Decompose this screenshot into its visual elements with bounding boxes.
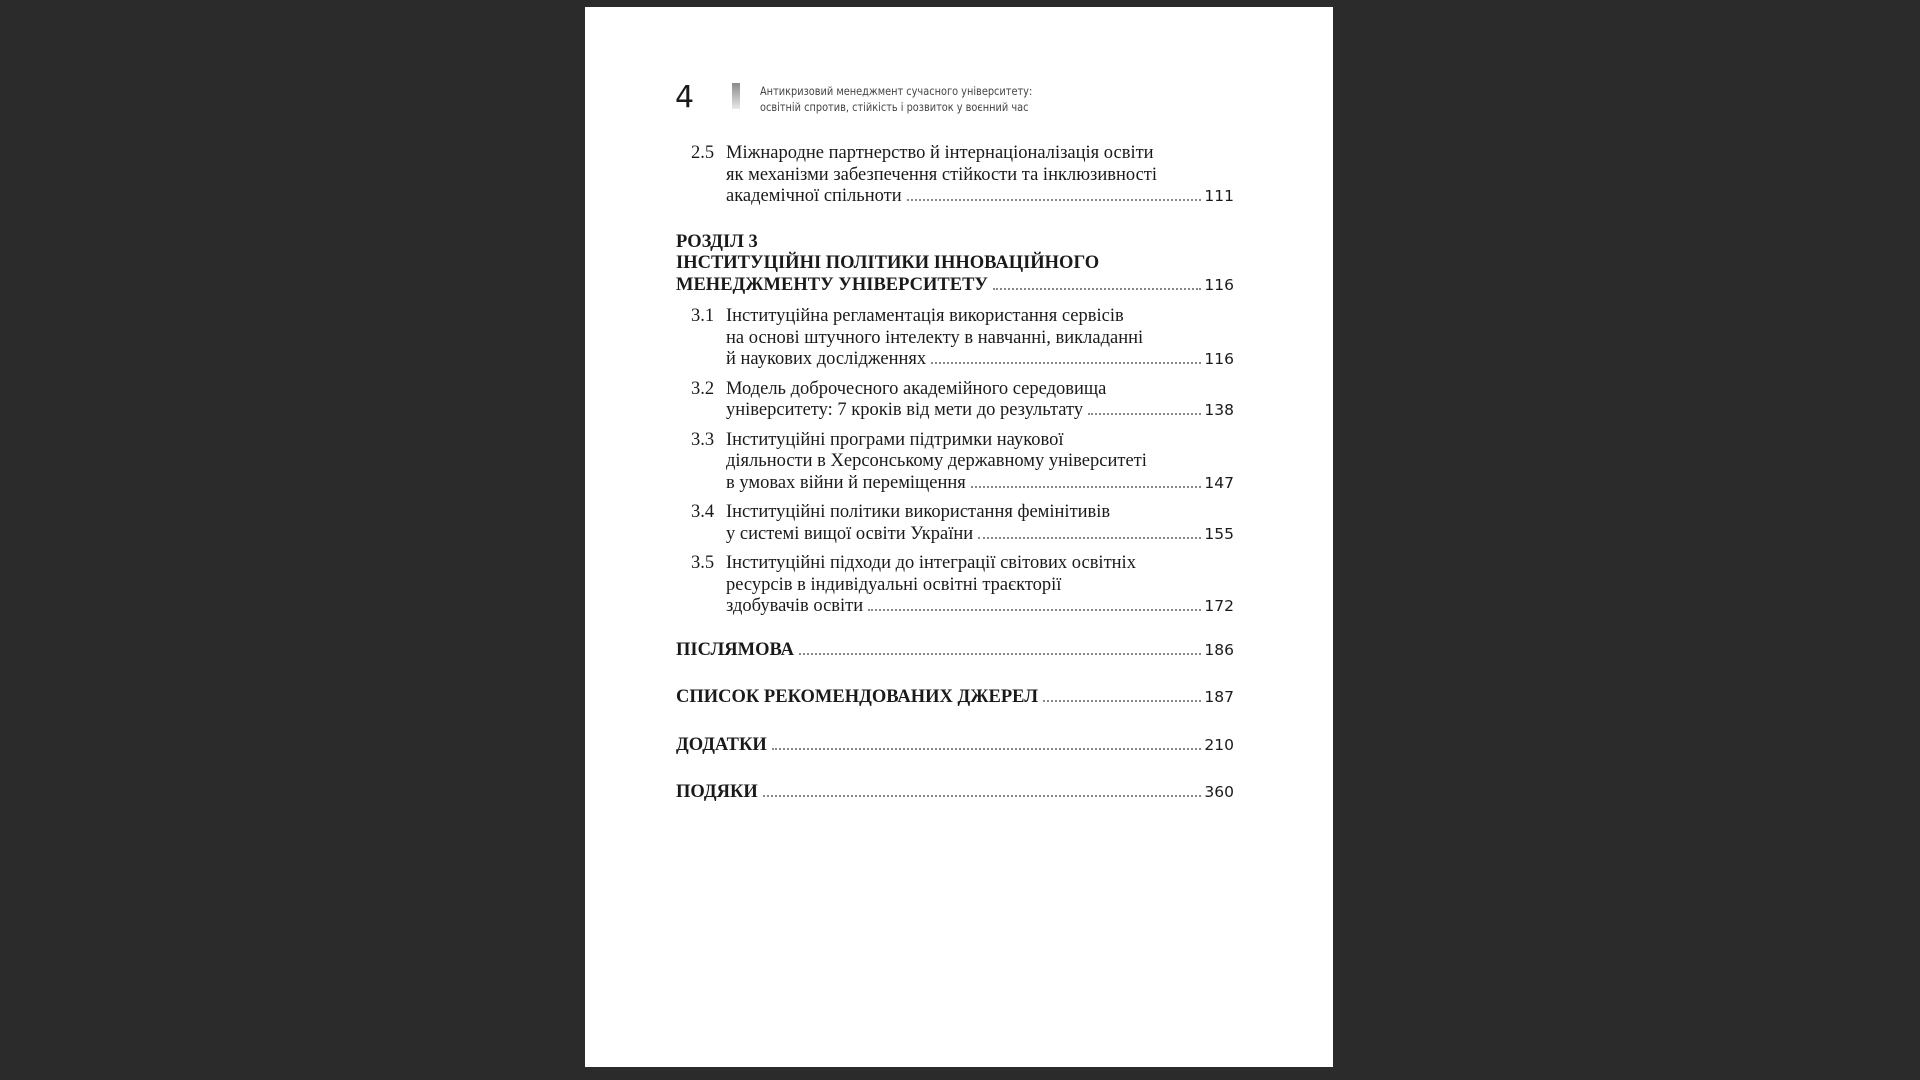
toc-entry-3-2[interactable]	[676, 379, 1234, 422]
dot-leader	[763, 794, 1202, 797]
section-title-line: ІНСТИТУЦІЙНІ ПОЛІТИКИ ІННОВАЦІЙНОГО	[676, 253, 1100, 273]
toc-entry-line: академічної спільноти	[726, 186, 902, 206]
toc-entry-line: університету: 7 кроків від мети до результату	[726, 400, 1084, 420]
dot-leader	[907, 198, 1202, 201]
toc-page-number: 172	[1204, 597, 1234, 615]
section-title-line: МЕНЕДЖМЕНТУ УНІВЕРСИТЕТУ	[676, 274, 988, 295]
toc-entry-number: 3.3	[691, 429, 715, 450]
toc-entry-line: діяльности в Херсонському державному університеті	[726, 451, 1147, 471]
toc-page-number: 111	[1204, 187, 1234, 205]
toc-page-number: 138	[1204, 401, 1234, 419]
toc-recommended-sources[interactable]	[676, 687, 1234, 709]
dot-leader	[868, 608, 1201, 611]
toc-entry-number: 3.2	[691, 378, 715, 399]
dot-leader	[772, 747, 1202, 750]
toc-entry-3-1[interactable]	[676, 306, 1234, 371]
toc-entry-line: у системі вищої освіти України	[726, 523, 974, 544]
toc-afterword[interactable]	[676, 640, 1234, 662]
dot-leader	[799, 652, 1201, 655]
toc-acknowledgements[interactable]	[676, 782, 1234, 804]
toc-entry-line: ресурсів в індивідуальні освітні траєкторії	[726, 574, 1062, 595]
page-header	[675, 79, 1275, 119]
toc-entry-2-5[interactable]	[676, 143, 1234, 208]
toc-page-number: 147	[1204, 473, 1234, 492]
toc-entry-number: 2.5	[691, 143, 715, 163]
toc-page-number: 116	[1204, 350, 1234, 368]
header-decorative-bar	[732, 83, 740, 109]
toc-page-number: 210	[1204, 735, 1234, 754]
toc-entry-line: Інституційні підходи до інтеграції світових освітніх	[726, 553, 1136, 573]
toc-standalone-label: СПИСОК РЕКОМЕНДОВАНИХ ДЖЕРЕЛ	[676, 687, 1039, 707]
toc-entry-3-4[interactable]	[676, 502, 1234, 545]
toc-page-number: 186	[1204, 640, 1234, 659]
running-title-line-1: Антикризовий менеджмент сучасного університету:	[760, 84, 1033, 98]
toc-appendices[interactable]	[676, 735, 1234, 757]
toc-page-number: 360	[1204, 783, 1234, 801]
toc-page-number: 155	[1204, 524, 1234, 543]
toc-entry-line: здобувачів освіти	[726, 596, 864, 616]
toc-entry-number: 3.1	[691, 306, 715, 326]
toc-entry-line: як механізми забезпечення стійкости та інклюзивності	[726, 164, 1158, 185]
toc-page-number: 187	[1204, 688, 1234, 706]
table-of-contents	[676, 143, 1234, 804]
toc-entry-line: Інституційна регламентація використання сервісів	[726, 306, 1124, 326]
dot-leader	[1088, 412, 1201, 415]
toc-entry-line: на основі штучного інтелекту в навчанні, викладанні	[726, 327, 1144, 348]
dot-leader	[931, 361, 1201, 364]
running-title-line-2: освітній спротив, стійкість і розвиток у воєнний час	[760, 100, 1029, 114]
toc-entry-line: Інституційні політики використання фемінітивів	[726, 502, 1111, 522]
document-page	[585, 7, 1333, 1067]
toc-entry-line: в умовах війни й переміщення	[726, 472, 966, 493]
dot-leader	[971, 485, 1202, 488]
toc-section-3[interactable]	[676, 232, 1234, 297]
toc-page-number: 116	[1204, 275, 1234, 294]
section-label: РОЗДІЛ 3	[676, 231, 758, 252]
dot-leader	[993, 287, 1201, 290]
toc-entry-line: й наукових дослідженнях	[726, 349, 927, 369]
toc-entry-line: Модель доброчесного академійного середовища	[726, 378, 1107, 399]
toc-entry-line: Міжнародне партнерство й інтернаціоналізація освіти	[726, 143, 1154, 163]
toc-entry-3-5[interactable]	[676, 553, 1234, 618]
toc-entry-line: Інституційні програми підтримки наукової	[726, 429, 1064, 450]
running-title	[760, 83, 1032, 115]
dot-leader	[1043, 699, 1201, 702]
toc-entry-number: 3.5	[691, 553, 715, 573]
toc-entry-3-3[interactable]	[676, 430, 1234, 495]
toc-entry-number: 3.4	[691, 502, 715, 522]
page-number: 4	[675, 80, 695, 115]
toc-standalone-label: ПОДЯКИ	[676, 782, 758, 802]
toc-standalone-label: ДОДАТКИ	[676, 734, 767, 755]
dot-leader	[978, 536, 1201, 539]
toc-standalone-label: ПІСЛЯМОВА	[676, 639, 795, 660]
